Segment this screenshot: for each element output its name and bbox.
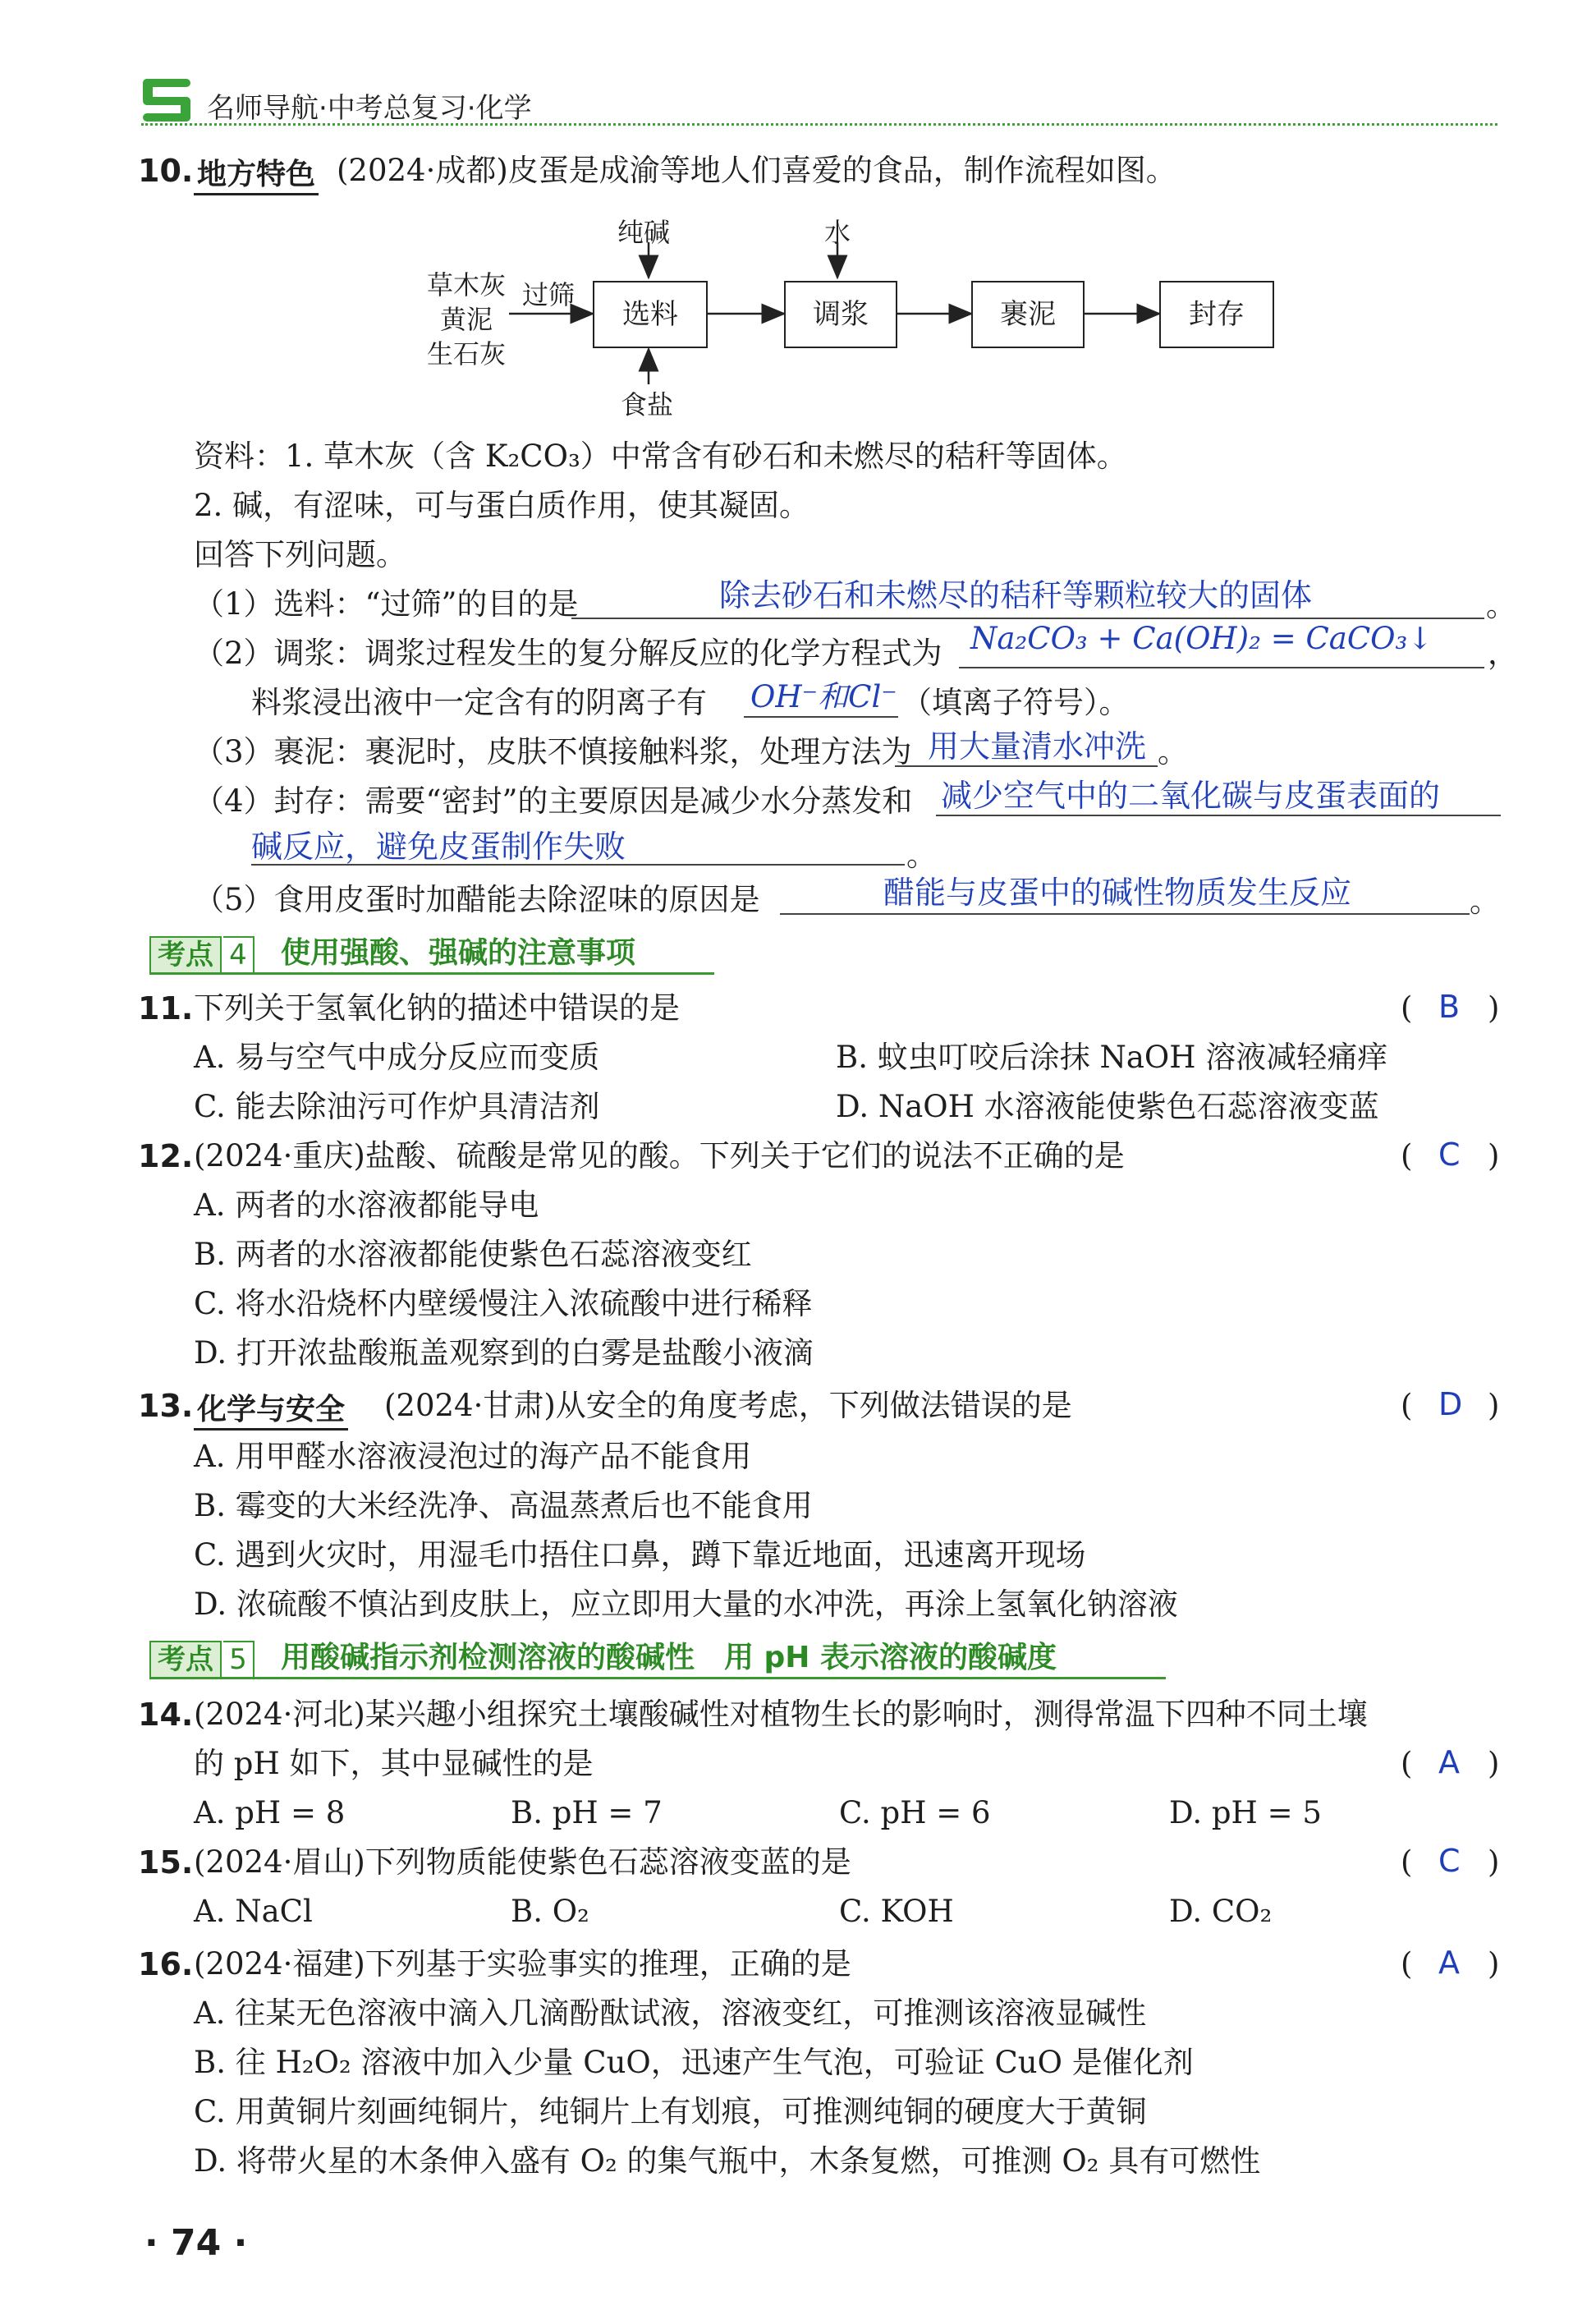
section-5-header: [149, 1641, 1167, 1679]
option-d: D. NaOH 水溶液能使紫色石蕊溶液变蓝: [836, 1089, 1379, 1124]
answer-bracket-open: (: [1401, 1746, 1413, 1781]
option-b: B. pH = 7: [511, 1795, 663, 1830]
question-number: 11.: [138, 990, 194, 1026]
part-2-text-b: 料浆浸出液中一定含有的阴离子有: [251, 685, 707, 720]
part-5-blank: [780, 913, 1470, 915]
flow-top-input-soda: 纯碱: [617, 217, 671, 248]
answer-bracket-open: (: [1401, 1946, 1413, 1982]
part-2-answer-equation: Na₂CO₃ + Ca(OH)₂ = CaCO₃↓: [970, 621, 1433, 656]
part-3-end: 。: [1158, 734, 1188, 769]
part-4-answer-b: 碱反应，避免皮蛋制作失败: [251, 829, 626, 865]
option-b: B. 往 H₂O₂ 溶液中加入少量 CuO，迅速产生气泡，可验证 CuO 是催化剂: [194, 2045, 1194, 2080]
answer-choice: A: [1438, 1945, 1460, 1981]
answer-bracket-close: ): [1488, 1138, 1500, 1173]
flow-filter-label: 过筛: [522, 279, 576, 310]
part-1-answer: 除去砂石和未燃尽的秸秆等颗粒较大的固体: [719, 577, 1313, 613]
option-b: B. O₂: [511, 1894, 589, 1929]
option-c: C. 能去除油污可作炉具清洁剂: [194, 1089, 600, 1124]
option-d: D. 将带火星的木条伸入盛有 O₂ 的集气瓶中，木条复燃，可推测 O₂ 具有可燃性: [194, 2143, 1261, 2179]
answer-choice: D: [1438, 1386, 1463, 1422]
flow-bottom-input-salt: 食盐: [621, 389, 674, 420]
option-a: A. 用甲醛水溶液浸泡过的海产品不能食用: [194, 1439, 752, 1474]
question-stem-line-2: 的 pH 如下，其中显碱性的是: [194, 1746, 594, 1781]
question-number: 13.: [138, 1388, 194, 1424]
option-d: D. CO₂: [1169, 1894, 1273, 1929]
option-a: A. pH = 8: [194, 1795, 346, 1830]
part-5-answer: 醋能与皮蛋中的碱性物质发生反应: [883, 875, 1352, 911]
answer-choice: B: [1438, 989, 1461, 1025]
answer-choice: C: [1438, 1137, 1461, 1173]
question-stem-line-1: (2024·河北)某兴趣小组探究土壤酸碱性对植物生长的影响时，测得常温下四种不同土壤: [194, 1697, 1368, 1732]
info-2: 2. 碱，有涩味，可与蛋白质作用，使其凝固。: [194, 488, 810, 523]
answer-bracket-close: ): [1488, 1946, 1500, 1982]
question-stem: (2024·福建)下列基于实验事实的推理，正确的是: [194, 1946, 851, 1982]
option-c: C. pH = 6: [839, 1795, 991, 1830]
option-c: C. KOH: [839, 1894, 954, 1929]
flow-input-3: 生石灰: [427, 338, 507, 370]
question-intro: (2024·成都)皮蛋是成渝等地人们喜爱的食品，制作流程如图。: [337, 153, 1176, 188]
part-2-blank-b: [744, 716, 898, 718]
answer-prompt: 回答下列问题。: [194, 537, 406, 572]
option-d: D. 打开浓盐酸瓶盖观察到的白雾是盐酸小液滴: [194, 1335, 814, 1371]
option-b: B. 两者的水溶液都能使紫色石蕊溶液变红: [194, 1237, 752, 1272]
option-b: B. 霉变的大米经洗净、高温蒸煮后也不能食用: [194, 1488, 813, 1523]
option-b: B. 蚊虫叮咬后涂抹 NaOH 溶液减轻痛痒: [836, 1040, 1388, 1075]
topic-tag: [194, 1386, 348, 1431]
answer-choice: C: [1438, 1843, 1461, 1879]
option-c: C. 将水沿烧杯内壁缓慢注入浓硫酸中进行稀释: [194, 1286, 813, 1321]
answer-bracket-close: ): [1488, 990, 1500, 1026]
option-c: C. 遇到火灾时，用湿毛巾捂住口鼻，蹲下靠近地面，迅速离开现场: [194, 1537, 1086, 1573]
section-title: 使用强酸、强碱的注意事项: [281, 936, 636, 970]
answer-bracket-open: (: [1401, 1138, 1413, 1173]
answer-bracket-open: (: [1401, 990, 1413, 1026]
section-number: 4: [223, 936, 255, 974]
section-underline: [149, 1677, 1166, 1679]
part-2-blank: [959, 667, 1484, 668]
answer-choice: A: [1438, 1744, 1460, 1780]
section-label: 考点: [149, 1641, 222, 1679]
question-number: 14.: [138, 1697, 194, 1733]
section-label: 考点: [149, 936, 222, 974]
flow-step-slurry: 调浆: [784, 281, 897, 348]
flow-input-2: 黄泥: [440, 304, 493, 335]
flow-arrows: [0, 0, 1596, 427]
part-4-end: 。: [906, 838, 937, 873]
page-number: · 74 ·: [144, 2222, 248, 2264]
question-number: 16.: [138, 1946, 194, 1982]
option-a: A. 易与空气中成分反应而变质: [194, 1040, 600, 1075]
part-2-text-tail: （填离子符号）。: [901, 685, 1130, 720]
flow-step-coat: 裹泥: [971, 281, 1085, 348]
flow-step-seal: 封存: [1159, 281, 1274, 348]
question-stem: (2024·眉山)下列物质能使紫色石蕊溶液变蓝的是: [194, 1844, 851, 1880]
topic-tag-label: 地方特色: [194, 151, 319, 195]
option-a: A. 两者的水溶液都能导电: [194, 1187, 539, 1223]
part-4-text: （4）封存：需要“密封”的主要原因是减少水分蒸发和: [194, 783, 913, 819]
part-1-blank: [571, 618, 1484, 619]
answer-bracket-close: ): [1488, 1844, 1500, 1880]
part-3-text: （3）裹泥：裹泥时，皮肤不慎接触料浆，处理方法为: [194, 734, 912, 769]
question-number: 15.: [138, 1844, 194, 1881]
part-5-end: 。: [1470, 884, 1500, 919]
part-2-comma: ，: [1488, 636, 1518, 671]
answer-bracket-open: (: [1401, 1388, 1413, 1423]
answer-bracket-open: (: [1401, 1844, 1413, 1880]
part-3-answer: 用大量清水冲洗: [928, 728, 1147, 765]
part-4-answer-a: 减少空气中的二氧化碳与皮蛋表面的: [941, 778, 1441, 814]
topic-tag-label: 化学与安全: [194, 1386, 348, 1431]
flow-input-1: 草木灰: [427, 269, 507, 301]
part-5-text: （5）食用皮蛋时加醋能去除涩味的原因是: [194, 882, 760, 917]
part-1-end: 。: [1486, 588, 1516, 623]
part-2-answer-ions: OH⁻和Cl⁻: [750, 679, 897, 714]
question-stem: (2024·重庆)盐酸、硫酸是常见的酸。下列关于它们的说法不正确的是: [194, 1138, 1125, 1173]
section-underline: [149, 972, 714, 975]
question-number: 10.: [138, 153, 194, 189]
part-1-text: （1）选料：“过筛”的目的是: [194, 586, 579, 622]
question-number: 12.: [138, 1138, 194, 1174]
section-4-header: [149, 936, 716, 974]
header-title: 名师导航·中考总复习·化学: [207, 92, 532, 125]
part-2-text: （2）调浆：调浆过程发生的复分解反应的化学方程式为: [194, 636, 942, 671]
section-number: 5: [223, 1641, 255, 1679]
option-c: C. 用黄铜片刻画纯铜片，纯铜片上有划痕，可推测纯铜的硬度大于黄铜: [194, 2094, 1147, 2129]
flow-top-input-water: 水: [824, 217, 851, 248]
info-1: 资料：1. 草木灰（含 K₂CO₃）中常含有砂石和未燃尽的秸秆等固体。: [194, 439, 1127, 474]
question-stem: 下列关于氢氧化钠的描述中错误的是: [194, 990, 680, 1026]
option-d: D. pH = 5: [1169, 1795, 1322, 1830]
section-title: 用酸碱指示剂检测溶液的酸碱性 用 pH 表示溶液的酸碱度: [281, 1641, 1057, 1674]
answer-bracket-close: ): [1488, 1388, 1500, 1423]
answer-bracket-close: ): [1488, 1746, 1500, 1781]
option-a: A. 往某无色溶液中滴入几滴酚酞试液，溶液变红，可推测该溶液显碱性: [194, 1995, 1147, 2031]
option-d: D. 浓硫酸不慎沾到皮肤上，应立即用大量的水冲洗，再涂上氢氧化钠溶液: [194, 1587, 1178, 1622]
question-stem: (2024·甘肃)从安全的角度考虑，下列做法错误的是: [384, 1388, 1072, 1423]
option-a: A. NaCl: [194, 1894, 313, 1929]
flow-step-select: 选料: [593, 281, 708, 348]
